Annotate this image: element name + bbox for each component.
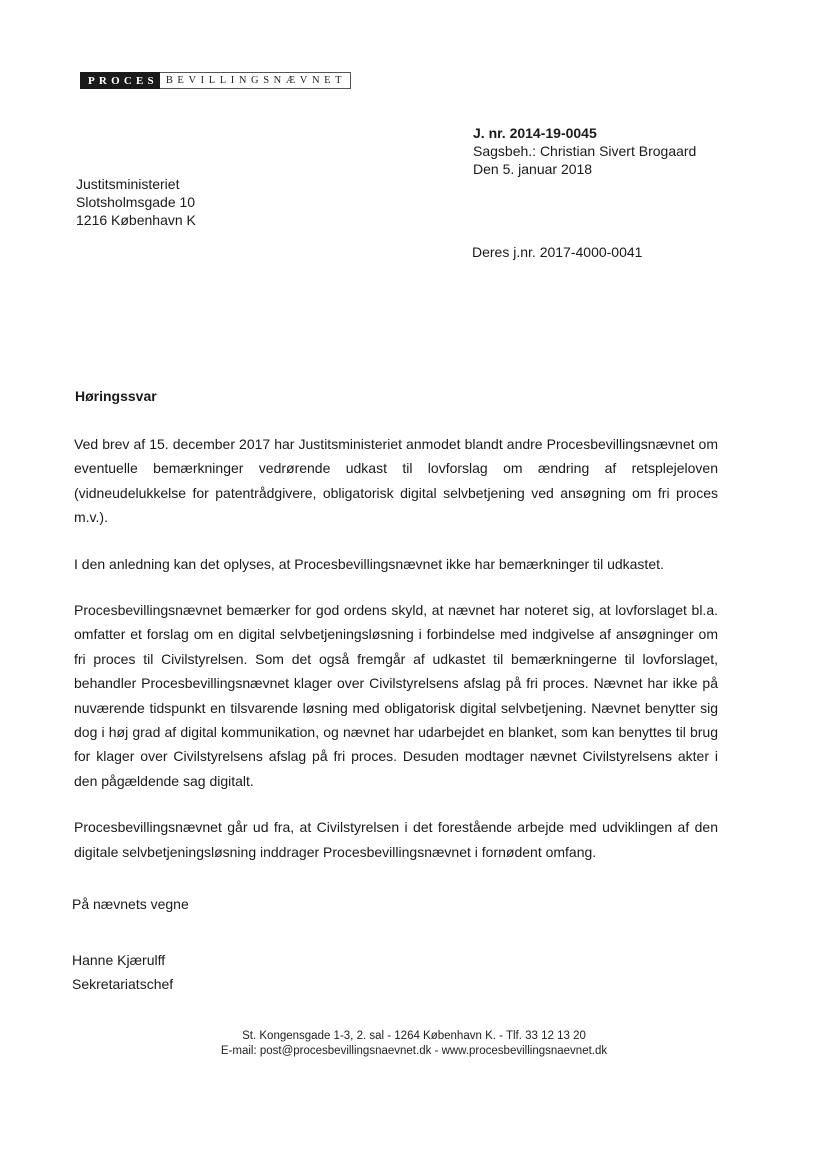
paragraph-2: I den anledning kan det oplyses, at Procesbevillingsnævnet ikke har bemærkninger til udkastet. bbox=[74, 555, 664, 572]
signer-title: Sekretariatschef bbox=[72, 976, 174, 992]
journal-number: J. nr. 2014-19-0045 bbox=[473, 125, 597, 141]
recipient-name: Justitsministeriet bbox=[76, 176, 180, 192]
their-reference: Deres j.nr. 2017-4000-0041 bbox=[472, 244, 643, 260]
recipient-street: Slotsholmsgade 10 bbox=[76, 194, 196, 210]
letter-date: Den 5. januar 2018 bbox=[473, 161, 593, 177]
recipient-city: 1216 København K bbox=[76, 212, 196, 228]
signature-block bbox=[72, 948, 173, 996]
logo-part-light: BEVILLINGSNÆVNET bbox=[160, 72, 351, 89]
sign-off: På nævnets vegne bbox=[72, 896, 189, 912]
footer-address: St. Kongensgade 1-3, 2. sal - 1264 København K. - Tlf. 33 12 13 20 bbox=[242, 1030, 586, 1042]
reference-block bbox=[473, 124, 696, 178]
letter-body bbox=[74, 432, 718, 886]
paragraph-1: Ved brev af 15. december 2017 har Justitsministeriet anmodet blandt andre Procesbevillingsnævnet om eventuelle bemærkninger vedrørende udkast til lovforslag om ændring af retsplejeloven (vidneudelukkelse for patentrådgivere, obligatorisk digital selvbetjening ved ansøgning om fri proces m.v.). bbox=[74, 436, 718, 526]
signer-name: Hanne Kjærulff bbox=[72, 952, 166, 968]
paragraph-3: Procesbevillingsnævnet bemærker for god ordens skyld, at nævnet har noteret sig, at lovforslaget bl.a. omfatter et forslag om en digital selvbetjeningsløsning i forbindelse med indgivelse af ansøgninger om fri proces til Civilstyrelsen. Som det også fremgår af udkastet til bemærkningerne til lovforslaget, behandler Procesbevillingsnævnet klager over Civilstyrelsens afslag på fri proces. Nævnet har ikke på nuværende tidspunkt en tilsvarende løsning med obligatorisk digital selvbetjening. Nævnet benytter sig dog i høj grad af digital kommunikation, og nævnet har udarbejdet en blanket, som kan benyttes til brug for klager over Civilstyrelsens afslag på fri proces. Desuden modtager nævnet Civilstyrelsens akter i den pågældende sag digitalt. bbox=[74, 602, 718, 789]
paragraph-4: Procesbevillingsnævnet går ud fra, at Civilstyrelsen i det forestående arbejde med udviklingen af den digitale selvbetjeningsløsning inddrager Procesbevillingsnævnet i fornødent omfang. bbox=[74, 819, 718, 860]
caseworker: Sagsbeh.: Christian Sivert Brogaard bbox=[473, 143, 697, 159]
logo-part-dark: PROCES bbox=[80, 72, 160, 89]
recipient-address bbox=[76, 175, 196, 229]
letter-subject: Høringssvar bbox=[75, 388, 157, 404]
footer-contact: E-mail: post@procesbevillingsnaevnet.dk - www.procesbevillingsnaevnet.dk bbox=[220, 1045, 608, 1057]
page-footer bbox=[0, 1029, 828, 1059]
logo bbox=[80, 72, 351, 89]
